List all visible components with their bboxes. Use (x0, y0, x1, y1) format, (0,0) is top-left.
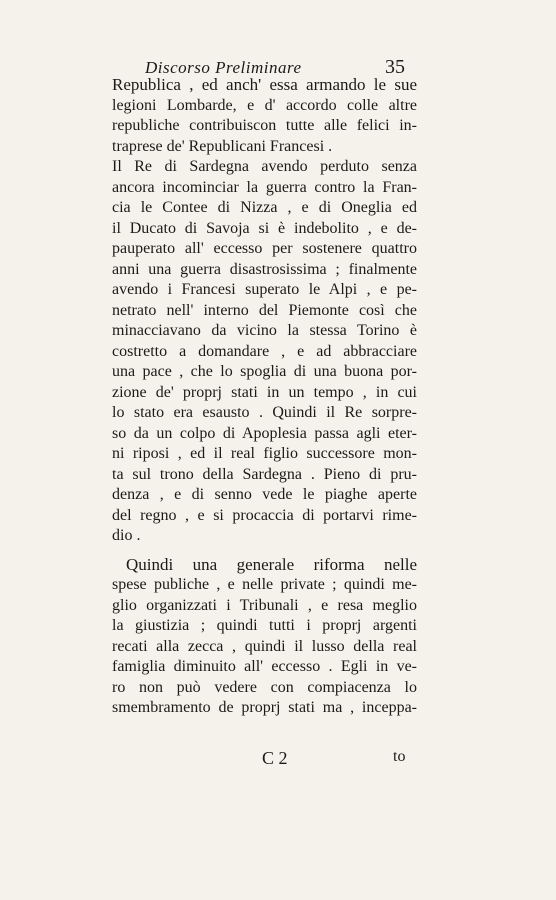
catchword: to (393, 748, 406, 765)
page-footer (0, 748, 556, 772)
text-line: recati alla zecca , quindi il lusso della real (112, 637, 417, 655)
text-line: Il Re di Sardegna avendo perduto senza (112, 158, 417, 175)
paragraph-3 (112, 555, 417, 719)
paragraph-2 (112, 157, 417, 547)
signature-mark: C 2 (262, 748, 288, 768)
text-line: anni una guerra disastrosissima ; finalmente (112, 260, 417, 278)
text-line: costretto a domandare , e ad abbracciare (112, 342, 417, 360)
text-line: ancora incominciar la guerra contro la Fran- (112, 178, 417, 196)
text-line: ni riposi , ed il real figlio successore mon- (112, 445, 417, 462)
text-line: pauperato all' eccesso per sostenere quattro (112, 240, 417, 257)
text-line: del regno , e si procaccia di portarvi rime- (112, 506, 417, 524)
text-line: so da un colpo di Apoplesia passa agli eter- (112, 424, 417, 442)
text-line: Republica , ed anch' essa armando le sue (112, 75, 417, 94)
text-line: ro non può vedere con compiacenza lo (112, 678, 417, 696)
text-line: denza , e di senno vede le piaghe aperte (112, 486, 417, 503)
text-line: la giustizia ; quindi tutti i proprj argenti (112, 617, 417, 634)
text-line: una pace , che lo spoglia di una buona por- (112, 363, 417, 380)
text-line: glio organizzati i Tribunali , e resa meglio (112, 596, 417, 614)
text-line: legioni Lombarde, e d' accordo colle altre (112, 96, 417, 114)
body-text (112, 75, 417, 719)
text-line: avendo i Francesi superato le Alpi , e pe- (112, 281, 417, 298)
text-line: Quindi una generale riforma nelle (126, 554, 417, 574)
text-line: famiglia diminuito all' eccesso . Egli in ve- (112, 658, 417, 675)
paragraph-1 (112, 75, 417, 157)
text-line: dio . (112, 527, 141, 544)
text-line: minacciavano da vicino la stessa Torino è (112, 322, 417, 339)
text-line: netrato nell' interno del Piemonte così che (112, 301, 417, 319)
text-line: spese publiche , e nelle private ; quindi me- (112, 576, 417, 593)
text-line: lo stato era esausto . Quindi il Re sorpre- (112, 404, 417, 421)
text-line: ta sul trono della Sardegna . Pieno di pru- (112, 465, 417, 483)
text-line: zione de' proprj stati in un tempo , in cui (112, 383, 417, 401)
text-line: traprese de' Republicani Francesi . (112, 137, 333, 155)
page-number: 35 (385, 56, 405, 78)
text-line: cia le Contee di Nizza , e di Oneglia ed (112, 199, 417, 216)
text-line: republiche contribuiscon tutte alle felici in- (112, 117, 417, 134)
text-line: smembramento de proprj stati ma , inceppa- (112, 699, 417, 716)
text-line: il Ducato di Savoja si è indebolito , e de- (112, 219, 417, 237)
running-title: Discorso Preliminare (145, 58, 302, 77)
